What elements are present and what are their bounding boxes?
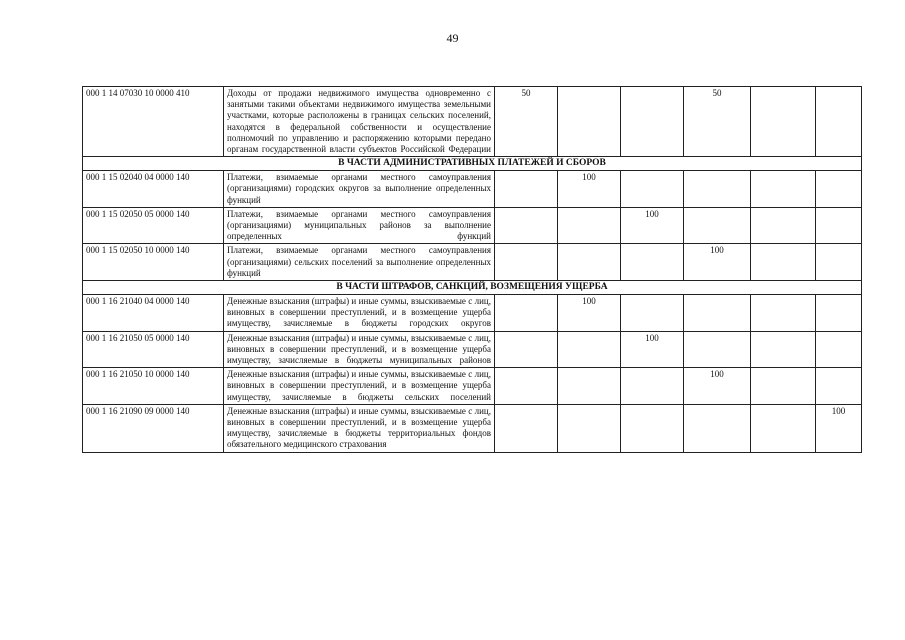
table-row <box>83 207 862 244</box>
value-cell <box>621 404 684 452</box>
value-cell <box>495 404 558 452</box>
value-cell <box>558 368 621 405</box>
value-cell: 100 <box>558 295 621 332</box>
value-cell <box>816 171 862 208</box>
value-cell <box>558 404 621 452</box>
table-row <box>83 87 862 157</box>
value-cell <box>495 331 558 368</box>
value-cell: 100 <box>684 244 751 281</box>
value-cell: 100 <box>621 207 684 244</box>
value-cell <box>751 331 816 368</box>
section-header-row <box>83 157 862 171</box>
kbk-code-cell: 000 1 14 07030 10 0000 410 <box>83 87 224 157</box>
value-cell <box>621 244 684 281</box>
value-cell: 100 <box>621 331 684 368</box>
value-cell <box>816 331 862 368</box>
value-cell <box>621 295 684 332</box>
section-title: В ЧАСТИ АДМИНИСТРАТИВНЫХ ПЛАТЕЖЕЙ И СБОРОВ <box>83 157 862 171</box>
value-cell <box>558 87 621 157</box>
section-title: В ЧАСТИ ШТРАФОВ, САНКЦИЙ, ВОЗМЕЩЕНИЯ УЩЕРБА <box>83 281 862 295</box>
value-cell <box>751 244 816 281</box>
revenue-description-cell: Платежи, взимаемые органами местного самоуправления (организациями) муниципальных районов за выполнение определенных функций <box>224 207 495 244</box>
kbk-code-cell: 000 1 16 21090 09 0000 140 <box>83 404 224 452</box>
value-cell: 100 <box>684 368 751 405</box>
revenue-description-cell: Платежи, взимаемые органами местного самоуправления (организациями) городских округов за выполнение определенных функций <box>224 171 495 208</box>
kbk-code-cell: 000 1 16 21040 04 0000 140 <box>83 295 224 332</box>
kbk-code-cell: 000 1 15 02040 04 0000 140 <box>83 171 224 208</box>
value-cell <box>751 368 816 405</box>
value-cell <box>495 171 558 208</box>
value-cell <box>621 171 684 208</box>
table-row <box>83 404 862 452</box>
value-cell <box>621 368 684 405</box>
revenue-description-cell: Денежные взыскания (штрафы) и иные суммы, взыскиваемые с лиц, виновных в совершении преступлений, и в возмещение ущерба имуществу, зачисляемые в бюджеты муниципальных районов <box>224 331 495 368</box>
value-cell <box>816 244 862 281</box>
revenue-description-cell: Платежи, взимаемые органами местного самоуправления (организациями) сельских поселений за выполнение определенных функций <box>224 244 495 281</box>
value-cell <box>495 244 558 281</box>
value-cell <box>558 244 621 281</box>
value-cell: 50 <box>495 87 558 157</box>
value-cell <box>558 207 621 244</box>
table-row <box>83 368 862 405</box>
value-cell <box>751 171 816 208</box>
value-cell <box>816 295 862 332</box>
value-cell <box>751 404 816 452</box>
section-header-row <box>83 281 862 295</box>
value-cell <box>684 171 751 208</box>
value-cell: 50 <box>684 87 751 157</box>
table-row <box>83 331 862 368</box>
value-cell <box>621 87 684 157</box>
table-row <box>83 171 862 208</box>
value-cell <box>684 295 751 332</box>
value-cell <box>684 207 751 244</box>
value-cell: 100 <box>558 171 621 208</box>
kbk-code-cell: 000 1 16 21050 05 0000 140 <box>83 331 224 368</box>
table-row <box>83 244 862 281</box>
kbk-code-cell: 000 1 15 02050 10 0000 140 <box>83 244 224 281</box>
value-cell <box>558 331 621 368</box>
revenue-description-cell: Денежные взыскания (штрафы) и иные суммы, взыскиваемые с лиц, виновных в совершении преступлений, и в возмещение ущерба имуществу, зачисляемые в бюджеты территориальных фондов обязательного медицинского страхования <box>224 404 495 452</box>
revenue-description-cell: Доходы от продажи недвижимого имущества одновременно с занятыми такими объектами недвижимого имущества земельными участками, которые расположены в границах сельских поселений, находятся в федеральной собственности и осуществление полномочий по управлению и распоряжению которыми передано органам государственной власти субъектов Российской Федерации <box>224 87 495 157</box>
value-cell <box>684 331 751 368</box>
value-cell <box>751 87 816 157</box>
value-cell <box>816 368 862 405</box>
value-cell <box>816 207 862 244</box>
revenue-distribution-table <box>82 86 862 453</box>
table-row <box>83 295 862 332</box>
kbk-code-cell: 000 1 15 02050 05 0000 140 <box>83 207 224 244</box>
value-cell <box>751 207 816 244</box>
value-cell <box>495 295 558 332</box>
page-number: 49 <box>446 31 459 45</box>
value-cell <box>495 368 558 405</box>
value-cell <box>816 87 862 157</box>
value-cell <box>684 404 751 452</box>
value-cell: 100 <box>816 404 862 452</box>
revenue-description-cell: Денежные взыскания (штрафы) и иные суммы, взыскиваемые с лиц, виновных в совершении преступлений, и в возмещение ущерба имуществу, зачисляемые в бюджеты сельских поселений <box>224 368 495 405</box>
kbk-code-cell: 000 1 16 21050 10 0000 140 <box>83 368 224 405</box>
value-cell <box>495 207 558 244</box>
revenue-description-cell: Денежные взыскания (штрафы) и иные суммы, взыскиваемые с лиц, виновных в совершении преступлений, и в возмещение ущерба имуществу, зачисляемые в бюджеты городских округов <box>224 295 495 332</box>
value-cell <box>751 295 816 332</box>
